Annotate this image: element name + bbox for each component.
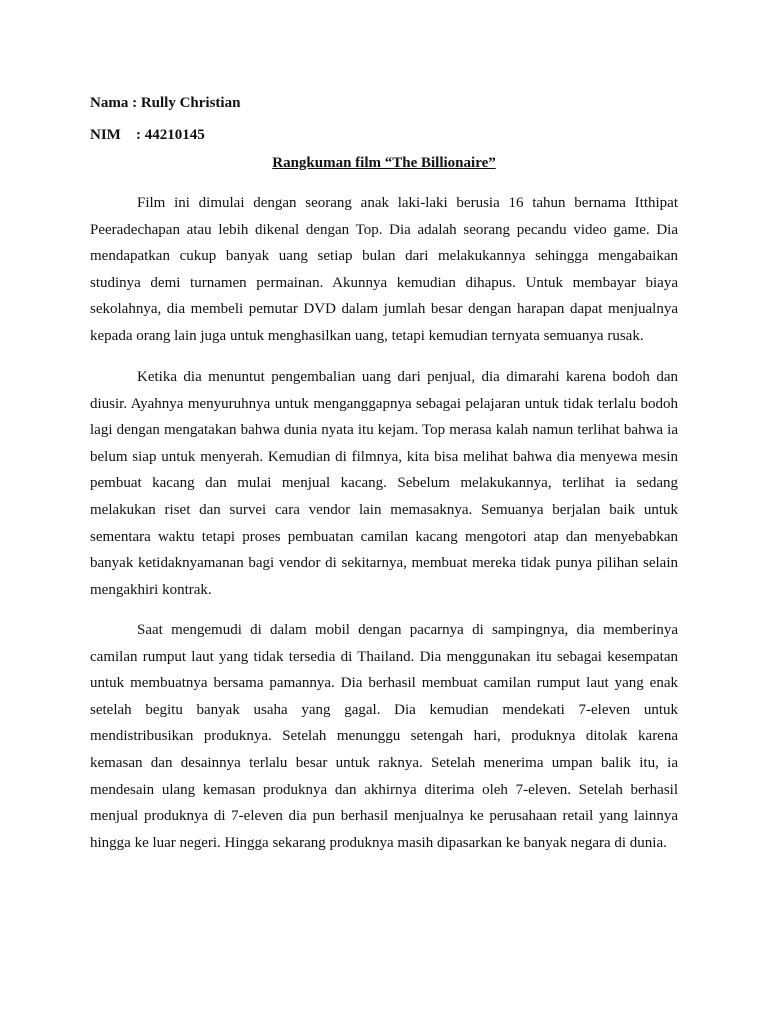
nim-label: NIM (90, 127, 121, 143)
name-value: : Rully Christian (132, 95, 241, 111)
paragraph-1: Film ini dimulai dengan seorang anak laki-laki berusia 16 tahun bernama Itthipat Peeradechapan atau lebih dikenal dengan Top. Dia adalah seorang pecandu video game. Dia mendapatkan cukup banyak uang setiap bulan dari melakukannya sehingga mengabaikan studinya demi turnamen permainan. Akunnya kemudian dihapus. Untuk membayar biaya sekolahnya, dia membeli pemutar DVD dalam jumlah besar dengan harapan dapat menjualnya kepada orang lain juga untuk menghasilkan uang, tetapi kemudian ternyata semuanya rusak. (90, 195, 678, 344)
paragraph-2: Ketika dia menuntut pengembalian uang dari penjual, dia dimarahi karena bodoh dan diusir. Ayahnya menyuruhnya untuk menganggapnya sebagai pelajaran untuk tidak terlalu bodoh lagi dengan mengatakan bahwa dunia nyata itu kejam. Top merasa kalah namun terlihat bahwa ia belum siap untuk menyerah. Kemudian di filmnya, kita bisa melihat bahwa dia menyewa mesin pembuat kacang dan mulai menjual kacang. Sebelum melakukannya, terlihat ia sedang melakukan riset dan survei cara vendor lain memasaknya. Semuanya berjalan baik untuk sementara waktu tetapi proses pembuatan camilan kacang mengotori atap dan menyebabkan banyak ketidaknyamanan bagi vendor di sekitarnya, membuat mereka tidak punya pilihan selain mengakhiri kontrak. (90, 369, 678, 598)
nim-value: : 44210145 (136, 127, 205, 143)
name-line (90, 94, 240, 112)
paragraph-3: Saat mengemudi di dalam mobil dengan pacarnya di sampingnya, dia memberinya camilan rumput laut yang tidak tersedia di Thailand. Dia menggunakan itu sebagai kesempatan untuk membuatnya bersama pamannya. Dia berhasil membuat camilan rumput laut yang enak setelah begitu banyak usaha yang gagal. Dia kemudian mendekati 7-eleven untuk mendistribusikan produknya. Setelah menunggu setengah hari, produknya ditolak karena kemasan dan desainnya terlalu besar untuk raknya. Setelah menerima umpan balik itu, ia mendesain ulang kemasan produknya dan akhirnya diterima oleh 7-eleven. Setelah berhasil menjual produknya di 7-eleven dia pun berhasil menjualnya ke perusahaan retail yang lainnya hingga ke luar negeri. Hingga sekarang produknya masih dipasarkan ke banyak negara di dunia. (90, 622, 678, 851)
name-label: Nama (90, 95, 129, 111)
nim-line (90, 126, 205, 144)
document-title: Rangkuman film “The Billionaire” (272, 155, 496, 171)
